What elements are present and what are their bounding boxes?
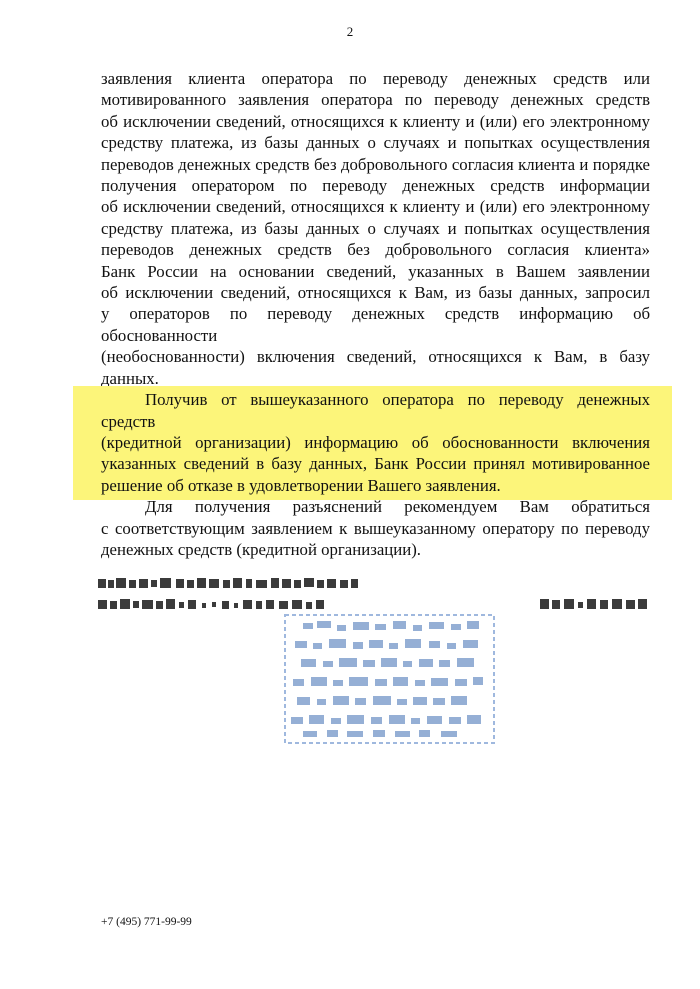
text-line: указанных сведений в базу данных, Банк России принял мотивированное bbox=[101, 454, 650, 474]
text-line: (кредитной организации) информацию об обоснованности включения bbox=[101, 432, 650, 452]
redacted-signatory-name bbox=[538, 593, 650, 615]
text-line: заявления клиента оператора по переводу денежных средств или bbox=[101, 69, 650, 88]
text-line: средству платежа, из базы данных о случаях и попытках осуществления bbox=[101, 133, 650, 153]
redacted-digital-signature-stamp bbox=[283, 613, 496, 745]
text-line: у операторов по переводу денежных средств информацию об обоснованности bbox=[101, 304, 650, 345]
text-line: Для получения разъяснений рекомендуем Вам обратиться bbox=[145, 497, 650, 517]
redacted-signatory-title bbox=[96, 575, 366, 615]
text-line: средству платежа, из базы данных о случаях и попытках осуществления bbox=[101, 218, 650, 238]
signature-block bbox=[96, 575, 656, 750]
text-line: мотивированного заявления оператора по переводу денежных средств bbox=[101, 90, 650, 110]
text-line: с соответствующим заявлением к вышеуказанному оператору по переводу bbox=[101, 518, 650, 538]
letter-body bbox=[101, 68, 650, 560]
footer-phone-number: +7 (495) 771-99-99 bbox=[101, 916, 192, 928]
text-line: получения оператором по переводу денежных средств информации bbox=[101, 176, 650, 196]
paragraph-1 bbox=[101, 68, 650, 389]
text-line: переводов денежных средств без добровольного согласия клиента» bbox=[101, 240, 650, 260]
highlighted-paragraph bbox=[101, 389, 650, 496]
text-line: денежных средств (кредитной организации). bbox=[101, 539, 421, 559]
text-line: переводов денежных средств без добровольного согласия клиента и порядке bbox=[101, 154, 650, 174]
text-line: об исключении сведений, относящихся к клиенту и (или) его электронному bbox=[101, 197, 650, 217]
text-line: Получив от вышеуказанного оператора по переводу денежных средств bbox=[101, 390, 650, 431]
text-line: об исключении сведений, относящихся к Вам, из базы данных, запросил bbox=[101, 283, 650, 303]
text-line: об исключении сведений, относящихся к клиенту и (или) его электронному bbox=[101, 111, 650, 131]
text-line: Банк России на основании сведений, указанных в Вашем заявлении bbox=[101, 261, 650, 281]
page-number: 2 bbox=[346, 24, 354, 39]
paragraph-3 bbox=[101, 496, 650, 560]
text-line: решение об отказе в удовлетворении Вашего заявления. bbox=[101, 475, 501, 495]
text-line: (необоснованности) включения сведений, относящихся к Вам, в базу данных. bbox=[101, 347, 650, 388]
